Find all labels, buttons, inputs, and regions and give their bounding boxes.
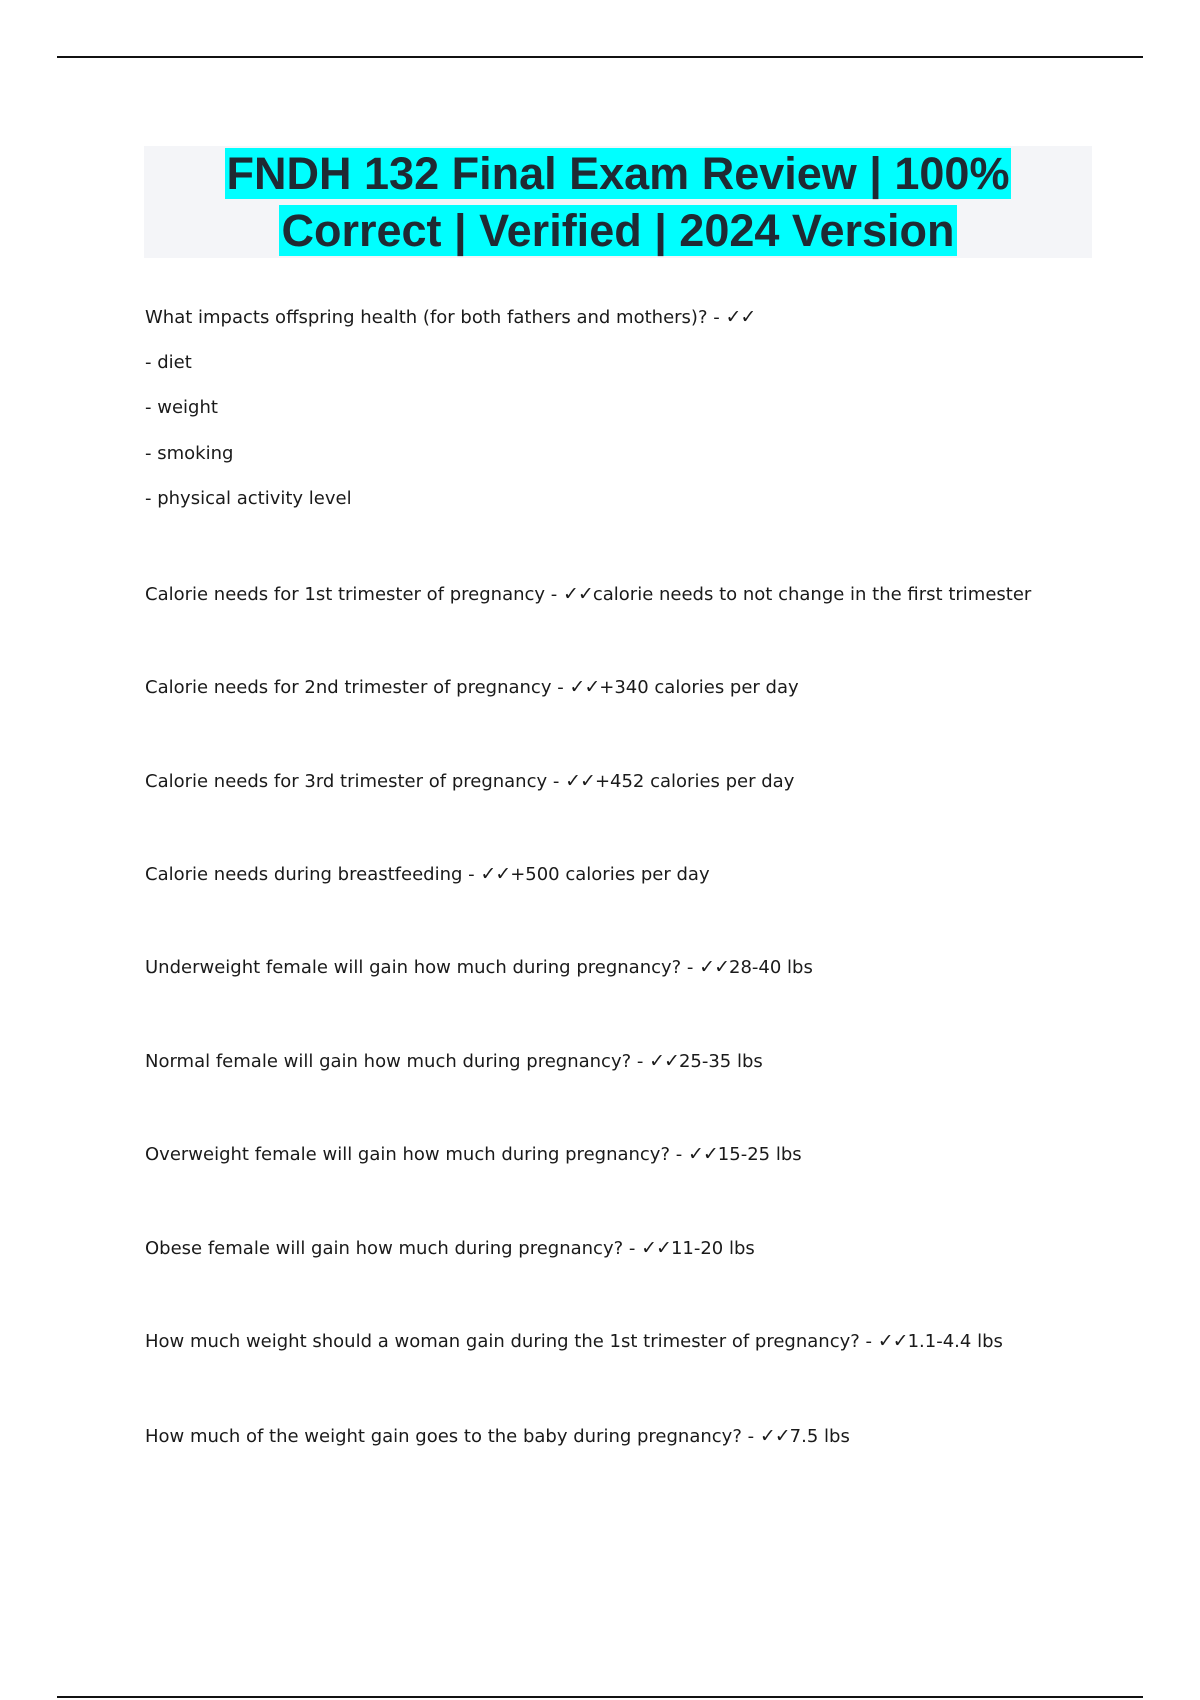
qa-item bbox=[145, 1050, 763, 1072]
check-mark-icon: ✓✓ bbox=[877, 1330, 908, 1352]
qa-item bbox=[145, 1143, 802, 1165]
qa-item bbox=[145, 1425, 850, 1447]
answer-text: +340 calories per day bbox=[599, 677, 799, 698]
document-title bbox=[225, 145, 1012, 259]
question-text: Calorie needs during breastfeeding - bbox=[145, 864, 481, 885]
list-item: - weight bbox=[145, 397, 218, 418]
check-mark-icon: ✓✓ bbox=[699, 956, 729, 978]
title-line-1: FNDH 132 Final Exam Review | 100% bbox=[226, 148, 1010, 199]
answer-text: calorie needs to not change in the first trimester bbox=[592, 584, 1032, 605]
answer-text: +452 calories per day bbox=[594, 771, 795, 792]
check-mark-icon: ✓✓ bbox=[687, 1143, 718, 1165]
answer-text: 15-25 lbs bbox=[717, 1144, 802, 1165]
title-banner bbox=[144, 146, 1092, 258]
list-item: - physical activity level bbox=[145, 488, 352, 509]
question-text: How much weight should a woman gain during the 1st trimester of pregnancy? - bbox=[145, 1331, 878, 1352]
question-text: Underweight female will gain how much during pregnancy? - bbox=[145, 957, 700, 978]
question-text: What impacts offspring health (for both fathers and mothers)? - bbox=[145, 307, 726, 328]
question-text: Normal female will gain how much during pregnancy? - bbox=[145, 1051, 650, 1072]
check-mark-icon: ✓✓ bbox=[725, 306, 756, 328]
top-rule bbox=[57, 56, 1143, 58]
answer-text: 11-20 lbs bbox=[670, 1238, 755, 1259]
list-item: - smoking bbox=[145, 443, 234, 464]
check-mark-icon: ✓✓ bbox=[569, 676, 600, 698]
qa-item bbox=[145, 1330, 1003, 1352]
question-text: Calorie needs for 2nd trimester of pregnancy - bbox=[145, 677, 570, 698]
check-mark-icon: ✓✓ bbox=[641, 1237, 671, 1259]
question-text: Overweight female will gain how much during pregnancy? - bbox=[145, 1144, 688, 1165]
check-mark-icon: ✓✓ bbox=[563, 583, 593, 605]
qa-item bbox=[145, 1237, 755, 1259]
qa-item bbox=[145, 676, 799, 698]
check-mark-icon: ✓✓ bbox=[649, 1050, 679, 1072]
question-text: Obese female will gain how much during pregnancy? - bbox=[145, 1238, 642, 1259]
qa-item bbox=[145, 956, 813, 978]
check-mark-icon: ✓✓ bbox=[565, 770, 595, 792]
qa-item bbox=[145, 863, 710, 885]
bottom-rule bbox=[57, 1696, 1143, 1698]
answer-text: 28-40 lbs bbox=[729, 957, 813, 978]
intro-question bbox=[145, 306, 755, 328]
qa-item bbox=[145, 770, 794, 792]
title-line-2: Correct | Verified | 2024 Version bbox=[281, 205, 955, 256]
answer-text: 7.5 lbs bbox=[789, 1426, 850, 1447]
check-mark-icon: ✓✓ bbox=[480, 863, 511, 885]
question-text: Calorie needs for 3rd trimester of pregnancy - bbox=[145, 771, 566, 792]
answer-text: 1.1-4.4 lbs bbox=[907, 1331, 1003, 1352]
question-text: Calorie needs for 1st trimester of pregnancy - bbox=[145, 584, 564, 605]
qa-item bbox=[145, 583, 1031, 605]
answer-text: 25-35 lbs bbox=[678, 1051, 763, 1072]
check-mark-icon: ✓✓ bbox=[759, 1425, 790, 1447]
list-item: - diet bbox=[145, 352, 192, 373]
answer-text: +500 calories per day bbox=[510, 864, 710, 885]
question-text: How much of the weight gain goes to the baby during pregnancy? - bbox=[145, 1426, 760, 1447]
